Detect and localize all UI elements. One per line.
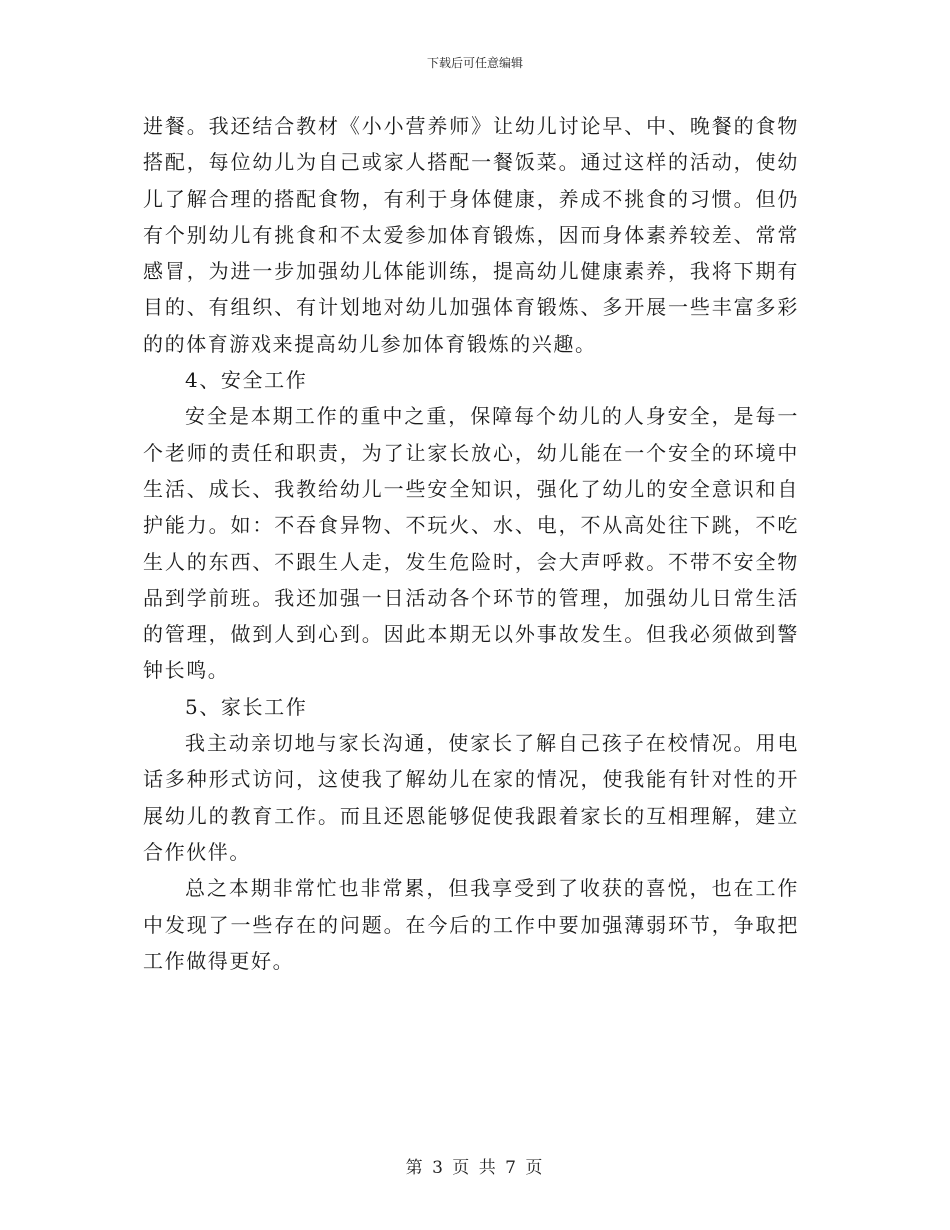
- section-heading-safety: 4、安全工作: [185, 368, 308, 393]
- paragraph-summary: 总之本期非常忙也非常累，但我享受到了收获的喜悦，也在工作中发现了一些存在的问题。在今后的工作中要加强薄弱环节，争取把工作做得更好。: [143, 876, 799, 973]
- document-body: [143, 108, 799, 979]
- paragraph-safety: 安全是本期工作的重中之重，保障每个幼儿的人身安全，是每一个老师的责任和职责，为了让家长放心，幼儿能在一个安全的环境中生活、成长、我教给幼儿一些安全知识，强化了幼儿的安全意识和自护能力。如：不吞食异物、不玩火、水、电，不从高处往下跳，不吃生人的东西、不跟生人走，发生危险时，会大声呼救。不带不安全物品到学前班。我还加强一日活动各个环节的管理，加强幼儿日常生活的管理，做到人到心到。因此本期无以外事故发生。但我必须做到警钟长鸣。: [143, 404, 799, 683]
- section-heading-parents: 5、家长工作: [185, 694, 308, 719]
- page-header-note: 下载后可任意编辑: [426, 56, 523, 70]
- paragraph-parents: 我主动亲切地与家长沟通，使家长了解自己孩子在校情况。用电话多种形式访问，这使我了解幼儿在家的情况，使我能有针对性的开展幼儿的教育工作。而且还恩能够促使我跟着家长的互相理解，建立合作伙伴。: [143, 731, 799, 864]
- paragraph-diet: 进餐。我还结合教材《小小营养师》让幼儿讨论早、中、晚餐的食物搭配，每位幼儿为自己或家人搭配一餐饭菜。通过这样的活动，使幼儿了解合理的搭配食物，有利于身体健康，养成不挑食的习惯。但仍有个别幼儿有挑食和不太爱参加体育锻炼，因而身体素养较差、常常感冒，为进一步加强幼儿体能训练，提高幼儿健康素养，我将下期有目的、有组织、有计划地对幼儿加强体育锻炼、多开展一些丰富多彩的的体育游戏来提高幼儿参加体育锻炼的兴趣。: [143, 114, 799, 356]
- page-number: 第 3 页 共 7 页: [405, 1158, 545, 1178]
